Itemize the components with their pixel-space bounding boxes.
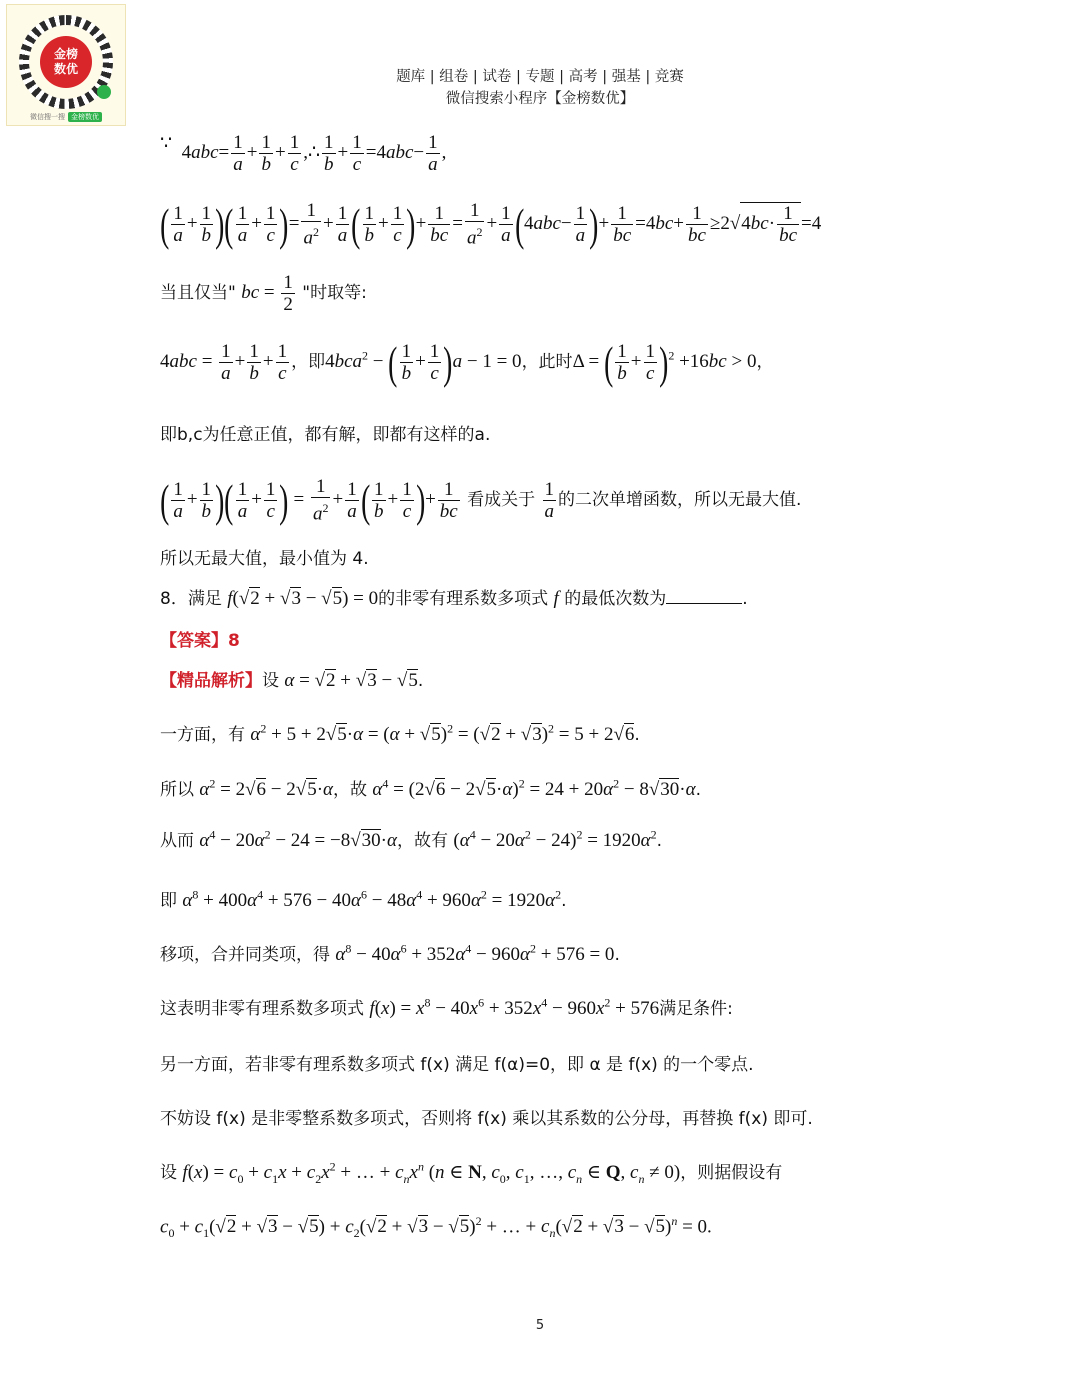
text-line-7: 所以无最大值，最小值为 4. [160, 549, 369, 569]
text-line-5: 即b,c为任意正值，都有解，即都有这样的a. [160, 425, 491, 445]
step-10: $c_0 + c_1(√2 + √3 - √5) + c_2(√2 + √3 - √5)^2$ + … + $c_n(√2 + √3 - √5)^n = 0$. [160, 1214, 712, 1241]
logo-line-2: 数优 [53, 62, 78, 76]
caption-search: 微信搜一搜 [30, 112, 65, 121]
analysis-set: 设 [262, 671, 279, 691]
eq-line-2: ( $\frac{1}{a}$ + $\frac{1}{b}$ )( $\frac{1}{a}$ + $\frac{1}{c}$ )= $\frac{1}{a^2}$ + $\frac{1}{a}$ ( $\frac{1}{b}$ + $\frac{1}{c}$ )+ $\frac{1}{bc}$ = $\frac{1}{a^2}$ + $\frac{1}{a}$ (4abc− $\frac{1}{a}$ )+ $\frac{1}{bc}$ =4bc+ $\frac{1}{bc}$ ≥2√4bc· $\frac{1}{bc}$ =4 [160, 199, 822, 250]
text-monotone: 的二次单增函数，所以无最大值. [558, 489, 802, 510]
step-3-prefix: 从而 [160, 831, 194, 851]
text-line-equality: 当且仅当" bc = $\frac{1}{2}$ "时取等: [160, 272, 367, 315]
step-9: 设 $f(x) = c_0 + c_1x + c_2x^2$ + … + $c_nx^n$ (n ∈ N, $c_0$, $c_1$, …, $c_n$ ∈ Q, $c_n \ne 0$)，则据假设有 [160, 1159, 783, 1186]
q8-prefix: 8．满足 [160, 589, 222, 609]
step-7: 另一方面，若非零有理系数多项式 f(x) 满足 f(α)=0，即 α 是 f(x) 的一个零点. [160, 1055, 754, 1075]
step-6: 这表明非零有理系数多项式 $f(x) = x^8 - 40x^6 + 352x^4 - 960x^2 + 576$满足条件: [160, 995, 733, 1019]
step-1: 一方面，有 $\alpha^2 + 5 + 2√5\cdot\alpha = (\alpha + √5)^2 = (√2 + √3)^2 = 5 + 2√6$. [160, 721, 640, 745]
step-6-prefix: 这表明非零有理系数多项式 [160, 999, 364, 1019]
step-2-prefix: 所以 [160, 780, 194, 800]
eq-line-1: ∵ 4abc= $\frac{1}{a}$ + $\frac{1}{b}$ + $\frac{1}{c}$ ,∴ $\frac{1}{b}$ + $\frac{1}{c}$ =4abc− $\frac{1}{a}$ , [160, 132, 447, 175]
step-6-suffix: 满足条件: [659, 999, 733, 1019]
eq-line-6: ( $\frac{1}{a}$ + $\frac{1}{b}$ )( $\frac{1}{a}$ + $\frac{1}{c}$ ) = $\frac{1}{a^2}$ + $\frac{1}{a}$ ( $\frac{1}{b}$ + $\frac{1}{c}$ )+ $\frac{1}{bc}$ 看成关于 $\frac{1}{a}$ 的二次单增函数，所以无最大值. [160, 475, 802, 526]
answer-blank[interactable] [666, 587, 742, 604]
step-8: 不妨设 f(x) 是非零整系数多项式，否则将 f(x) 乘以其系数的公分母，再替换 f(x) 即可. [160, 1109, 813, 1129]
step-4: 即 $\alpha^8 + 400\alpha^4 + 576 - 40\alpha^6 - 48\alpha^4 + 960\alpha^2 = 1920\alpha^2$. [160, 887, 567, 911]
equality-text-b: "时取等: [302, 282, 367, 303]
qr-caption [7, 110, 125, 123]
answer-label: 【答案】8 [160, 631, 240, 651]
step-2-mid: ，故 [333, 780, 368, 800]
equality-text-a: 当且仅当" [160, 282, 236, 303]
because-symbol: ∵ [160, 133, 173, 154]
text-kancheng: 看成关于 [467, 489, 536, 510]
step-5: 移项，合并同类项，得 $\alpha^8 - 40\alpha^6 + 352\alpha^4 - 960\alpha^2 + 576 = 0$. [160, 941, 620, 965]
analysis-intro: 【精品解析】设 α = √2 + √3 − √5. [160, 670, 424, 691]
text-cishi: ，此时 [521, 351, 573, 372]
logo-line-1: 金榜 [53, 47, 78, 61]
q8-suffix: 的非零有理系数多项式 [378, 589, 549, 609]
caption-app-name: 金榜数优 [68, 112, 102, 122]
step-9-suffix: ，则据假设有 [680, 1163, 783, 1183]
page-number: 5 [535, 1318, 545, 1333]
step-2: 所以 $\alpha^2 = 2√6 - 2√5\cdot\alpha$，故 $\alpha^4 = (2√6 - 2√5\cdot\alpha)^2 = 24 + 20\alpha^2 - 8√30\cdot\alpha$. [160, 776, 701, 800]
step-9-prefix: 设 [160, 1163, 177, 1183]
step-1-prefix: 一方面，有 [160, 725, 245, 745]
step-3: 从而 $\alpha^4 - 20\alpha^2 - 24 = -8√30\cdot\alpha$，故有 $(\alpha^4 - 20\alpha^2 - 24)^2 = 1920\alpha^2$. [160, 827, 663, 851]
header-nav: 题库 | 组卷 | 试卷 | 专题 | 高考 | 强基 | 竞赛 [396, 69, 684, 85]
text-ji: ，即 [291, 351, 326, 372]
q8-suffix-b: 的最低次数为 [564, 589, 667, 609]
eq-line-4: 4abc = $\frac{1}{a}$ + $\frac{1}{b}$ + $\frac{1}{c}$ ，即4bca$^2$ − ( $\frac{1}{b}$ + $\frac{1}{c}$ )a − 1 = 0，此时Δ = ( $\frac{1}{b}$ + $\frac{1}{c}$ )$^2$ +16bc > 0， [160, 337, 774, 388]
analysis-label: 【精品解析】 [160, 671, 262, 691]
step-5-prefix: 移项，合并同类项，得 [160, 945, 330, 965]
step-3-mid: ，故有 [396, 831, 448, 851]
question-8: 8．满足 f(√2 + √3 − √5) = 0的非零有理系数多项式 f 的最低次数为 . [160, 588, 748, 609]
page-header [0, 66, 1080, 110]
step-4-prefix: 即 [160, 891, 177, 911]
header-subtitle: 微信搜索小程序【金榜数优】 [445, 91, 635, 107]
